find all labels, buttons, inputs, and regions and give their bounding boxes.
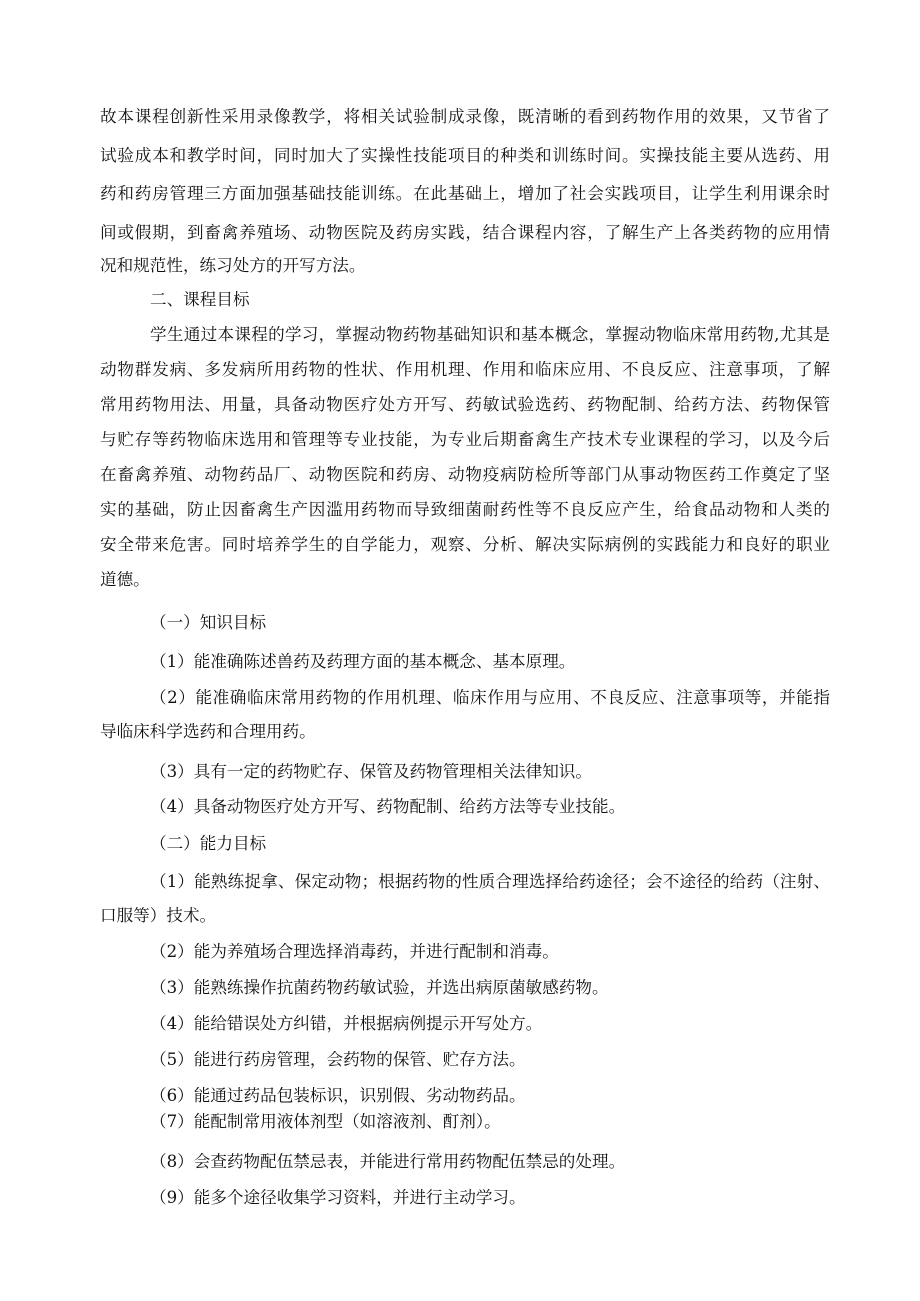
knowledge-item-1: （1）能准确陈述兽药及药理方面的基本概念、基本原理。: [150, 652, 576, 671]
intro-line-4: 间或假期，到畜禽养殖场、动物医院及药房实践，结合课程内容，了解生产上各类药物的应用情: [100, 223, 830, 242]
goals-line-5: 在畜禽养殖、动物药品厂、动物医院和药房、动物疫病防检所等部门从事动物医药工作奠定了坚: [100, 465, 830, 484]
intro-line-2: 试验成本和教学时间，同时加大了实操性技能项目的种类和训练时间。实操技能主要从选药、用: [100, 146, 830, 165]
knowledge-item-4: （4）具备动物医疗处方开写、药物配制、给药方法等专业技能。: [150, 797, 626, 816]
ability-item-4: （4）能给错误处方纠错，并根据病例提示开写处方。: [150, 1014, 543, 1033]
knowledge-item-2-line-2: 导临床科学选药和合理用药。: [100, 722, 316, 741]
goals-line-7: 安全带来危害。同时培养学生的自学能力，观察、分析、解决实际病例的实践能力和良好的职业: [100, 535, 830, 554]
goals-line-3: 常用药物用法、用量，具备动物医疗处方开写、药敏试验选药、药物配制、给药方法、药物保管: [100, 395, 830, 414]
ability-item-3: （3）能熟练操作抗菌药物药敏试验，并选出病原菌敏感药物。: [150, 978, 609, 997]
goals-line-4: 与贮存等药物临床选用和管理等专业技能，为专业后期畜禽生产技术专业课程的学习，以及今后: [100, 430, 830, 449]
knowledge-item-3: （3）具有一定的药物贮存、保管及药物管理相关法律知识。: [150, 762, 592, 781]
section-heading-course-goals: 二、课程目标: [150, 290, 250, 309]
intro-line-1: 故本课程创新性采用录像教学，将相关试验制成录像，既清晰的看到药物作用的效果，又节省了: [100, 107, 830, 126]
ability-item-8: （8）会查药物配伍禁忌表，并能进行常用药物配伍禁忌的处理。: [150, 1152, 626, 1171]
ability-item-9: （9）能多个途径收集学习资料，并进行主动学习。: [150, 1188, 526, 1207]
subheading-ability-goals: （二）能力目标: [150, 834, 267, 853]
ability-item-1-line-1: （1）能熟练捉拿、保定动物；根据药物的性质合理选择给药途径；会不途径的给药（注射、: [150, 872, 830, 891]
intro-line-5: 况和规范性，练习处方的开写方法。: [100, 256, 366, 275]
goals-line-8: 道德。: [100, 570, 150, 589]
goals-line-6: 实的基础，防止因畜禽生产因滥用药物而导致细菌耐药性等不良反应产生，给食品动物和人类的: [100, 500, 830, 519]
ability-item-2: （2）能为养殖场合理选择消毒药，并进行配制和消毒。: [150, 942, 559, 961]
knowledge-item-2-line-1: （2）能准确临床常用药物的作用机理、临床作用与应用、不良反应、注意事项等，并能指: [150, 688, 830, 707]
ability-item-1-line-2: 口服等）技术。: [100, 906, 217, 925]
ability-item-7: （7）能配制常用液体剂型（如溶液剂、酊剂）。: [150, 1112, 501, 1131]
subheading-knowledge-goals: （一）知识目标: [150, 613, 267, 632]
goals-line-2: 动物群发病、多发病所用药物的性状、作用机理、作用和临床应用、不良反应、注意事项，了解: [100, 360, 830, 379]
ability-item-5: （5）能进行药房管理，会药物的保管、贮存方法。: [150, 1050, 526, 1069]
ability-item-6: （6）能通过药品包装标识，识别假、劣动物药品。: [150, 1086, 526, 1105]
goals-line-1: 学生通过本课程的学习，掌握动物药物基础知识和基本概念，掌握动物临床常用药物,尤其是: [150, 325, 830, 344]
intro-line-3: 药和药房管理三方面加强基础技能训练。在此基础上，增加了社会实践项目，让学生利用课余时: [100, 184, 830, 203]
